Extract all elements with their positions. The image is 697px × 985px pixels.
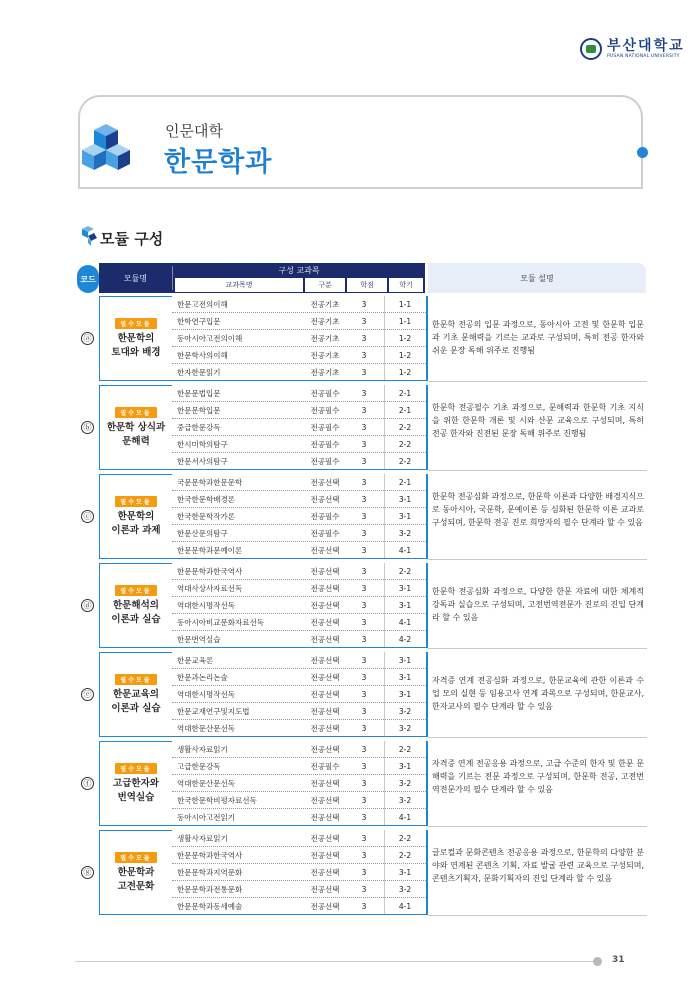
course-type: 전공선택 — [310, 851, 340, 860]
footer-dot-icon — [593, 957, 602, 966]
course-row — [172, 419, 426, 436]
course-row — [172, 347, 426, 364]
course-type-header: 구분 — [305, 278, 345, 292]
course-row — [172, 525, 426, 542]
course-credit: 3 — [361, 495, 367, 504]
course-semester: 2-1 — [384, 474, 425, 491]
course-credit: 3 — [361, 673, 367, 682]
course-name: 한문문학입문 — [177, 406, 221, 415]
course-name-header: 교과목명 — [175, 278, 303, 292]
course-row — [172, 809, 426, 826]
course-list — [172, 652, 426, 737]
course-row — [172, 669, 426, 686]
course-list — [172, 830, 426, 915]
module-divider — [426, 830, 428, 915]
module-description: 자격증 연계 전공심화 과정으로, 한문교육에 관한 이론과 수업 모의 실현 등 임용고사 연계 과목으로 구성되며, 한문교사, 한자교사의 필수 단계라 할 수 있음 — [432, 676, 644, 712]
course-name: 한문교육론 — [177, 656, 214, 665]
course-semester: 2-2 — [384, 563, 425, 580]
course-name: 한문문학과동세예술 — [177, 902, 243, 911]
course-row — [172, 775, 426, 792]
course-credit: 3 — [361, 762, 367, 771]
module-divider — [426, 563, 428, 648]
logo-english-name: PUSAN NATIONAL UNIVERSITY — [607, 53, 680, 59]
course-row — [172, 580, 426, 597]
course-credit: 3 — [361, 512, 367, 521]
module-block — [77, 296, 647, 381]
course-row — [172, 542, 426, 559]
course-row — [172, 313, 426, 330]
module-code: ⓓ — [81, 599, 94, 612]
course-semester: 2-2 — [384, 453, 425, 470]
course-name: 역대한시명작선독 — [177, 601, 235, 610]
course-credit: 3 — [361, 834, 367, 843]
description-divider — [428, 381, 647, 382]
description-divider — [428, 915, 647, 916]
course-credit: 3 — [361, 618, 367, 627]
course-type: 전공기초 — [310, 368, 340, 377]
course-type: 전공선택 — [310, 868, 340, 877]
course-semester: 1-2 — [384, 347, 425, 364]
course-semester: 3-2 — [384, 881, 425, 898]
course-semester: 3-1 — [384, 580, 425, 597]
course-semester: 3-1 — [384, 686, 425, 703]
course-semester: 1-1 — [384, 296, 425, 313]
course-credit: 3 — [361, 851, 367, 860]
course-credit: 3 — [361, 601, 367, 610]
header-dot-icon — [637, 147, 648, 158]
course-credit: 3 — [361, 724, 367, 733]
module-name-box — [99, 741, 172, 826]
description-divider — [428, 470, 647, 471]
module-name-box — [99, 385, 172, 470]
course-list — [172, 385, 426, 470]
course-type: 전공기초 — [310, 300, 340, 309]
module-description: 한문학 전공의 입문 과정으로, 동아시아 고전 및 한문학 입문과 기초 문해력을 기르는 교과로 구성되며, 특히 전공 한자와 쉬운 문장 독해 위주로 진행됨 — [432, 320, 644, 356]
course-name: 한문문학과전통문화 — [177, 885, 243, 894]
course-semester: 4-2 — [384, 631, 425, 648]
course-credit: 3 — [361, 457, 367, 466]
course-type: 전공선택 — [310, 902, 340, 911]
course-row — [172, 792, 426, 809]
module-divider — [426, 296, 428, 381]
course-semester: 3-2 — [384, 775, 425, 792]
course-type: 전공선택 — [310, 724, 340, 733]
module-name-box — [99, 652, 172, 737]
course-type: 전공필수 — [310, 512, 340, 521]
course-type: 전공필수 — [310, 529, 340, 538]
course-row — [172, 474, 426, 491]
module-block — [77, 474, 647, 559]
module-description: 한문학 전공필수 기초 과정으로, 문해력과 한문학 기초 지식을 위한 한문학 개론 및 시와 산문 교육으로 구성되며, 특히 전공 한자와 진전된 문장 독해 위주로 진행됨 — [432, 403, 644, 439]
description-header: 모듈 설명 — [428, 263, 646, 293]
course-row — [172, 614, 426, 631]
course-semester: 3-2 — [384, 792, 425, 809]
course-semester: 1-2 — [384, 330, 425, 347]
course-semester: 4-1 — [384, 809, 425, 826]
course-row — [172, 881, 426, 898]
course-name: 중급한문강독 — [177, 423, 221, 432]
course-semester: 3-1 — [384, 758, 425, 775]
course-semester: 2-2 — [384, 741, 425, 758]
required-module-badge: 필수모듈 — [115, 585, 156, 596]
course-name: 생활사자료읽기 — [177, 834, 228, 843]
course-semester: 4-1 — [384, 542, 425, 559]
course-credit: 3 — [361, 334, 367, 343]
module-block — [77, 652, 647, 737]
course-name: 생활사자료읽기 — [177, 745, 228, 754]
course-type: 전공필수 — [310, 457, 340, 466]
course-type: 전공필수 — [310, 406, 340, 415]
module-name: 고급한자와 번역실습 — [113, 777, 159, 803]
section-title: 모듈 구성 — [100, 230, 164, 248]
module-code: ⓖ — [81, 866, 94, 879]
course-credit: 3 — [361, 423, 367, 432]
module-block — [77, 563, 647, 648]
logo-korean-name: 부산대학교 — [607, 37, 685, 54]
course-credit: 3 — [361, 368, 367, 377]
course-semester: 3-1 — [384, 864, 425, 881]
course-name: 역대한문산문선독 — [177, 724, 235, 733]
module-description: 글로컬과 문화콘텐츠 전공응용 과정으로, 한문학의 다양한 분야와 연계된 콘텐츠 기획, 자료 발굴 관련 교육으로 구성되며, 콘텐츠기획자, 문화기획자의 진입 단계라 할 수 있음 — [432, 848, 644, 884]
module-description: 한문학 전공심화 과정으로, 한문학 이론과 다양한 배경지식으로 동아시아, 국문학, 문예이론 등 심화된 한문학 이론 교과로 구성되며, 한문학 전공 진로 희망자의 필수 단계라 할 수 있음 — [432, 492, 644, 528]
course-type: 전공필수 — [310, 762, 340, 771]
course-name: 한문과논리논술 — [177, 673, 228, 682]
course-semester: 3-1 — [384, 652, 425, 669]
course-row — [172, 686, 426, 703]
course-name: 한문고전의이해 — [177, 300, 228, 309]
course-type: 전공필수 — [310, 440, 340, 449]
course-name: 동아시아비교문화자료선독 — [177, 618, 264, 627]
course-credit: 3 — [361, 745, 367, 754]
course-type: 전공선택 — [310, 707, 340, 716]
course-type: 전공필수 — [310, 423, 340, 432]
description-divider — [428, 737, 647, 738]
course-name: 한문서사의탐구 — [177, 457, 228, 466]
module-name-box — [99, 474, 172, 559]
course-row — [172, 563, 426, 580]
required-module-badge: 필수모듈 — [115, 763, 156, 774]
course-type: 전공선택 — [310, 885, 340, 894]
header-frame — [78, 95, 643, 187]
course-row — [172, 720, 426, 737]
course-semester: 3-1 — [384, 491, 425, 508]
course-list — [172, 741, 426, 826]
course-type: 전공기초 — [310, 317, 340, 326]
course-credit: 3 — [361, 635, 367, 644]
course-row — [172, 508, 426, 525]
course-type: 전공기초 — [310, 334, 340, 343]
course-name: 한문번역실습 — [177, 635, 221, 644]
course-semester: 4-1 — [384, 898, 425, 915]
module-divider — [426, 385, 428, 470]
course-type: 전공선택 — [310, 601, 340, 610]
required-module-badge: 필수모듈 — [115, 852, 156, 863]
course-name: 한국한문학비평자료선독 — [177, 796, 257, 805]
course-credit: 3 — [361, 389, 367, 398]
required-module-badge: 필수모듈 — [115, 496, 156, 507]
course-row — [172, 436, 426, 453]
course-name: 한문문학과지역문화 — [177, 868, 243, 877]
course-credit: 3 — [361, 707, 367, 716]
module-name-box — [99, 296, 172, 381]
course-row — [172, 385, 426, 402]
course-name: 동아시아고전읽기 — [177, 813, 235, 822]
module-code: ⓔ — [81, 688, 94, 701]
course-credit: 3 — [361, 796, 367, 805]
course-semester: 1-1 — [384, 313, 425, 330]
module-code: ⓐ — [81, 332, 94, 345]
course-credit: 3 — [361, 406, 367, 415]
module-block — [77, 830, 647, 915]
course-name: 역대한시명작선독 — [177, 690, 235, 699]
course-name: 국문문학과한문문학 — [177, 478, 243, 487]
module-name: 한문학의 이론과 과제 — [111, 510, 161, 536]
course-type: 전공선택 — [310, 656, 340, 665]
course-semester: 3-2 — [384, 703, 425, 720]
module-code: ⓑ — [81, 421, 94, 434]
course-list — [172, 563, 426, 648]
required-module-badge: 필수모듈 — [115, 674, 156, 685]
course-type: 전공선택 — [310, 796, 340, 805]
module-description: 자격증 연계 전공응용 과정으로, 고급 수준의 한자 및 한문 문해력을 기르는 전문 과정으로 구성되며, 한문학 전공, 고전번역전문가의 필수 단계라 할 수 있음 — [432, 759, 644, 795]
course-name: 한학연구입문 — [177, 317, 221, 326]
course-name: 한국한문학작가론 — [177, 512, 235, 521]
course-name: 한시미학의탐구 — [177, 440, 228, 449]
course-row — [172, 864, 426, 881]
course-list — [172, 474, 426, 559]
course-semester: 2-2 — [384, 830, 425, 847]
cubes-icon — [78, 122, 134, 178]
module-name: 한문학과 고전문화 — [117, 866, 155, 892]
course-row — [172, 741, 426, 758]
module-name-header: 모듈명 — [123, 273, 148, 283]
description-divider — [428, 559, 647, 560]
course-type: 전공선택 — [310, 834, 340, 843]
course-name: 한문산문의탐구 — [177, 529, 228, 538]
module-block — [77, 741, 647, 826]
module-description: 한문학 전공심화 과정으로, 다양한 한문 자료에 대한 체계적 강독과 실습으로 구성되며, 고전번역전문가 진로의 진입 단계라 할 수 있음 — [432, 587, 644, 623]
course-name: 고급한문강독 — [177, 762, 221, 771]
page-number: 31 — [612, 955, 625, 965]
course-name: 한문교재연구및지도법 — [177, 707, 250, 716]
course-name: 한문문학과한국역사 — [177, 567, 243, 576]
course-type: 전공선택 — [310, 567, 340, 576]
course-credit: 3 — [361, 656, 367, 665]
footer-line — [75, 961, 595, 962]
course-semester: 3-1 — [384, 597, 425, 614]
course-row — [172, 758, 426, 775]
module-name: 한문학 상식과 문해력 — [106, 421, 166, 447]
course-semester: 3-2 — [384, 525, 425, 542]
course-type: 전공선택 — [310, 745, 340, 754]
course-credit: 3 — [361, 478, 367, 487]
course-row — [172, 631, 426, 648]
course-name: 역대한문산문선독 — [177, 779, 235, 788]
description-divider — [428, 648, 647, 649]
department-title: 한문학과 — [164, 147, 273, 178]
course-semester: 2-2 — [384, 847, 425, 864]
module-divider — [426, 741, 428, 826]
course-row — [172, 597, 426, 614]
composition-header: 구성 교과목 — [278, 266, 320, 275]
course-name: 한문문학과한국역사 — [177, 851, 243, 860]
course-row — [172, 402, 426, 419]
course-name: 한자한문읽기 — [177, 368, 221, 377]
section-blocks-icon — [78, 226, 98, 246]
course-type: 전공선택 — [310, 618, 340, 627]
university-logo — [580, 38, 685, 60]
course-credit: 3 — [361, 902, 367, 911]
course-credit: 3 — [361, 351, 367, 360]
course-row — [172, 330, 426, 347]
course-row — [172, 453, 426, 470]
course-row — [172, 652, 426, 669]
module-block — [77, 385, 647, 470]
course-type: 전공기초 — [310, 351, 340, 360]
course-row — [172, 703, 426, 720]
course-credit: 3 — [361, 813, 367, 822]
course-semester: 2-1 — [384, 402, 425, 419]
module-name: 한문학의 토대와 배경 — [111, 332, 161, 358]
course-semester: 2-2 — [384, 436, 425, 453]
course-row — [172, 830, 426, 847]
course-semester: 4-1 — [384, 614, 425, 631]
course-credit: 3 — [361, 567, 367, 576]
course-credit: 3 — [361, 546, 367, 555]
module-name: 한문교육의 이론과 실습 — [111, 688, 161, 714]
course-type: 전공선택 — [310, 813, 340, 822]
course-row — [172, 364, 426, 381]
required-module-badge: 필수모듈 — [115, 318, 156, 329]
module-name-box — [99, 563, 172, 648]
header-divider — [78, 187, 643, 189]
module-name-box — [99, 830, 172, 915]
description-divider — [428, 826, 647, 827]
course-type: 전공선택 — [310, 478, 340, 487]
course-credit: 3 — [361, 529, 367, 538]
course-row — [172, 491, 426, 508]
course-type: 전공필수 — [310, 389, 340, 398]
course-credit: 3 — [361, 440, 367, 449]
code-header: 코드 — [77, 265, 99, 293]
course-row — [172, 847, 426, 864]
module-code: ⓒ — [81, 510, 94, 523]
module-divider — [426, 652, 428, 737]
course-name: 한문문법입문 — [177, 389, 221, 398]
module-name: 한문해석의 이론과 실습 — [111, 599, 161, 625]
course-list — [172, 296, 426, 381]
credit-header: 학점 — [347, 278, 387, 292]
required-module-badge: 필수모듈 — [115, 407, 156, 418]
course-type: 전공선택 — [310, 690, 340, 699]
course-name: 동아시아고전의이해 — [177, 334, 243, 343]
course-semester: 3-1 — [384, 669, 425, 686]
course-semester: 2-1 — [384, 385, 425, 402]
course-type: 전공선택 — [310, 495, 340, 504]
course-semester: 3-1 — [384, 508, 425, 525]
course-type: 전공선택 — [310, 546, 340, 555]
course-type: 전공선택 — [310, 584, 340, 593]
course-type: 전공선택 — [310, 635, 340, 644]
course-name: 역대사상사자료선독 — [177, 584, 243, 593]
module-divider — [426, 474, 428, 559]
course-name: 한문학사의이해 — [177, 351, 228, 360]
course-row — [172, 898, 426, 915]
college-name: 인문대학 — [165, 122, 223, 140]
course-credit: 3 — [361, 584, 367, 593]
course-type: 전공선택 — [310, 779, 340, 788]
semester-header: 학기 — [389, 278, 423, 292]
course-credit: 3 — [361, 885, 367, 894]
course-credit: 3 — [361, 317, 367, 326]
course-semester: 3-2 — [384, 720, 425, 737]
course-type: 전공선택 — [310, 673, 340, 682]
course-semester: 1-2 — [384, 364, 425, 381]
university-emblem-icon — [580, 38, 602, 60]
course-name: 한문문학과문예이론 — [177, 546, 243, 555]
course-credit: 3 — [361, 868, 367, 877]
course-semester: 2-2 — [384, 419, 425, 436]
course-credit: 3 — [361, 690, 367, 699]
course-name: 한국한문학배경론 — [177, 495, 235, 504]
course-credit: 3 — [361, 300, 367, 309]
course-row — [172, 296, 426, 313]
course-credit: 3 — [361, 779, 367, 788]
module-code: ⓕ — [81, 777, 94, 790]
